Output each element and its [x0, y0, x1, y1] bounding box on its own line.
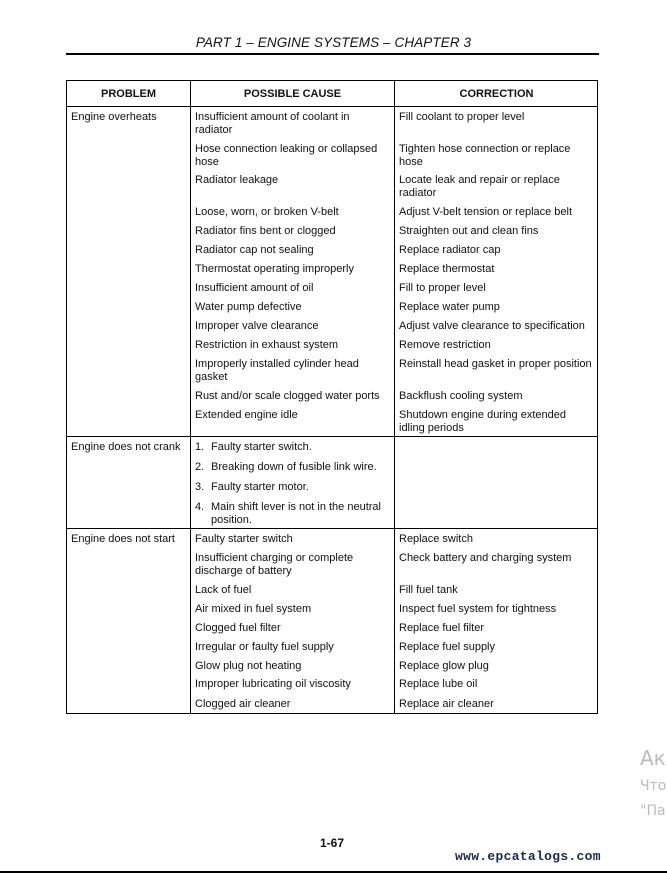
possible-cause-list-item: [195, 481, 309, 494]
list-text: Faulty starter switch.: [211, 441, 312, 453]
possible-cause-cell: Clogged air cleaner: [195, 698, 291, 710]
possible-cause-cell: Lack of fuel: [195, 584, 252, 596]
possible-cause-list-item: [195, 441, 312, 454]
activation-overlay-text: "Па: [640, 803, 666, 819]
possible-cause-cell: Faulty starter switch: [195, 533, 293, 545]
correction-cell: Fill to proper level: [399, 282, 486, 294]
correction-cell: Replace air cleaner: [399, 698, 494, 710]
correction-cell: Replace glow plug: [399, 660, 489, 672]
possible-cause-cell: Insufficient charging or complete: [195, 552, 354, 564]
correction-cell: Inspect fuel system for tightness: [399, 603, 557, 615]
page-header-title: PART 1 – ENGINE SYSTEMS – CHAPTER 3: [195, 35, 472, 50]
possible-cause-cell: Irregular or faulty fuel supply: [195, 641, 334, 653]
correction-cell: Replace fuel supply: [399, 641, 496, 653]
correction-cell: Remove restriction: [399, 339, 491, 351]
possible-cause-cell: Clogged fuel filter: [195, 622, 281, 634]
possible-cause-cell: gasket: [195, 371, 228, 383]
list-text: Main shift lever is not in the neutral: [211, 501, 381, 513]
possible-cause-cell: discharge of battery: [195, 565, 292, 577]
problem-cell: Engine overheats: [71, 111, 157, 123]
list-number: 2.: [195, 461, 205, 473]
possible-cause-cell: radiator: [195, 124, 233, 136]
column-header-problem: PROBLEM: [101, 88, 156, 100]
correction-cell: Adjust V-belt tension or replace belt: [399, 206, 573, 218]
possible-cause-cell: Insufficient amount of coolant in: [195, 111, 350, 123]
correction-cell: radiator: [399, 187, 437, 199]
page-number: 1-67: [320, 836, 345, 850]
correction-cell: Replace switch: [399, 533, 473, 545]
correction-cell: hose: [399, 156, 423, 168]
row-divider: [67, 528, 597, 529]
correction-cell: Tighten hose connection or replace: [399, 143, 571, 155]
troubleshooting-table: [66, 80, 598, 714]
list-number: 4.: [195, 501, 205, 513]
correction-cell: idling periods: [399, 422, 464, 434]
correction-cell: Shutdown engine during extended: [399, 409, 566, 421]
possible-cause-cell: Water pump defective: [195, 301, 302, 313]
correction-cell: Replace thermostat: [399, 263, 495, 275]
possible-cause-cell: Air mixed in fuel system: [195, 603, 312, 615]
correction-cell: Adjust valve clearance to specification: [399, 320, 585, 332]
column-header-possible-cause: POSSIBLE CAUSE: [243, 88, 342, 100]
possible-cause-cell: Improper lubricating oil viscosity: [195, 678, 351, 690]
correction-cell: Replace radiator cap: [399, 244, 501, 256]
watermark-url: www.epcatalogs.com: [455, 849, 601, 864]
possible-cause-cell: hose: [195, 156, 219, 168]
list-text: Breaking down of fusible link wire.: [211, 461, 377, 473]
possible-cause-cell: Radiator leakage: [195, 174, 279, 186]
correction-cell: Backflush cooling system: [399, 390, 523, 402]
possible-cause-cell: Rust and/or scale clogged water ports: [195, 390, 380, 402]
correction-cell: Fill coolant to proper level: [399, 111, 525, 123]
correction-cell: Reinstall head gasket in proper position: [399, 358, 592, 370]
possible-cause-cell: Radiator cap not sealing: [195, 244, 314, 256]
header-row-divider: [67, 106, 597, 107]
possible-cause-cell: Improper valve clearance: [195, 320, 319, 332]
possible-cause-cell: Loose, worn, or broken V-belt: [195, 206, 339, 218]
possible-cause-cell: Restriction in exhaust system: [195, 339, 339, 351]
list-number: 1.: [195, 441, 205, 453]
list-number: 3.: [195, 481, 205, 493]
column-header-correction: CORRECTION: [459, 88, 534, 100]
possible-cause-list-item: [195, 461, 377, 474]
correction-cell: Fill fuel tank: [399, 584, 458, 596]
row-divider: [67, 436, 597, 437]
possible-cause-cell: Extended engine idle: [195, 409, 298, 421]
correction-cell: Check battery and charging system: [399, 552, 572, 564]
column-divider: [190, 81, 191, 713]
correction-cell: Straighten out and clean fins: [399, 225, 539, 237]
list-text: Faulty starter motor.: [211, 481, 309, 493]
correction-cell: Replace fuel filter: [399, 622, 484, 634]
correction-cell: Replace water pump: [399, 301, 500, 313]
correction-cell: Locate leak and repair or replace: [399, 174, 560, 186]
possible-cause-cell: Thermostat operating improperly: [195, 263, 354, 275]
possible-cause-list-item: [195, 501, 381, 527]
possible-cause-cell: Glow plug not heating: [195, 660, 302, 672]
column-divider: [394, 81, 395, 713]
header-rule: [66, 53, 599, 55]
activation-overlay-text: Что: [640, 778, 667, 794]
problem-cell: Engine does not start: [71, 533, 175, 545]
correction-cell: Replace lube oil: [399, 678, 478, 690]
possible-cause-cell: Hose connection leaking or collapsed: [195, 143, 378, 155]
list-text: position.: [211, 514, 252, 526]
activation-overlay-title: Ак: [640, 746, 666, 770]
possible-cause-cell: Insufficient amount of oil: [195, 282, 314, 294]
possible-cause-cell: Radiator fins bent or clogged: [195, 225, 336, 237]
problem-cell: Engine does not crank: [71, 441, 181, 453]
possible-cause-cell: Improperly installed cylinder head: [195, 358, 359, 370]
